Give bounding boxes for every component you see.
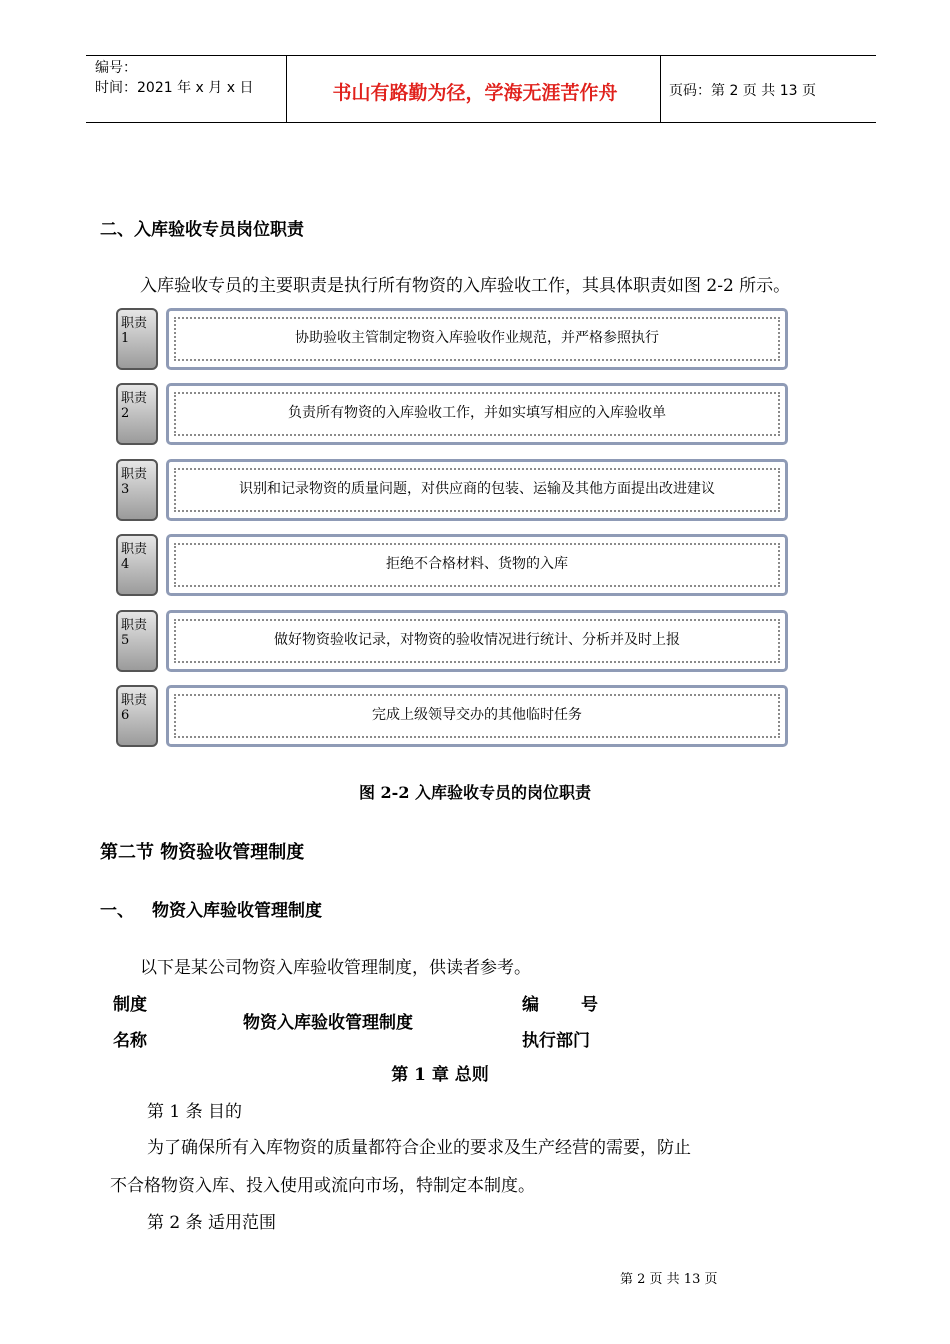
header-divider-left — [286, 56, 287, 122]
duty-box-1 — [166, 308, 788, 370]
intro-paragraph: 以下是某公司物资入库验收管理制度，供读者参考。 — [140, 958, 531, 978]
header-page-info: 页码：第 2 页 共 13 页 — [669, 83, 816, 99]
duty-text: 识别和记录物资的质量问题，对供应商的包装、运输及其他方面提出改进建议 — [174, 468, 780, 512]
header-number-label: 编号： — [95, 60, 137, 76]
header-motto: 书山有路勤为径，学海无涯苦作舟 — [332, 82, 618, 104]
header-top-rule — [86, 55, 876, 56]
article1-body-line2: 不合格物资入库、投入使用或流向市场，特制定本制度。 — [110, 1176, 535, 1196]
duty-text: 拒绝不合格材料、货物的入库 — [174, 543, 780, 587]
duty-text: 协助验收主管制定物资入库验收作业规范，并严格参照执行 — [174, 317, 780, 361]
duty-text: 完成上级领导交办的其他临时任务 — [174, 694, 780, 738]
regulation-name: 物资入库验收管理制度 — [243, 1013, 413, 1033]
duty-tag-2 — [116, 383, 158, 445]
article1-title: 第 1 条 目的 — [147, 1102, 243, 1122]
article2-title: 第 2 条 适用范围 — [147, 1213, 277, 1233]
header-bottom-rule — [86, 122, 876, 123]
article1-body-line1: 为了确保所有入库物资的质量都符合企业的要求及生产经营的需要，防止 — [147, 1138, 691, 1158]
duty-tag-6 — [116, 685, 158, 747]
duty-box-5 — [166, 610, 788, 672]
dept-label: 执行部门 — [522, 1031, 590, 1051]
chapter1-title: 第 1 章 总则 — [391, 1065, 489, 1085]
duty-text: 做好物资验收记录，对物资的验收情况进行统计、分析并及时上报 — [174, 619, 780, 663]
duty-text: 负责所有物资的入库验收工作，并如实填写相应的入库验收单 — [174, 392, 780, 436]
duty-tag-1 — [116, 308, 158, 370]
number-label-b: 号 — [581, 995, 598, 1015]
page-footer: 第 2 页 共 13 页 — [620, 1272, 718, 1287]
name-label-line2: 名称 — [113, 1031, 147, 1051]
chapter-section-title: 第二节 物资验收管理制度 — [100, 842, 305, 863]
figure-caption: 图 2-2 入库验收专员的岗位职责 — [358, 783, 592, 802]
header-divider-right — [660, 56, 661, 122]
duty-tag-label: 职责 4 — [121, 542, 148, 572]
name-label-line1: 制度 — [113, 995, 147, 1015]
duty-tag-label: 职责 6 — [121, 693, 148, 723]
header-time: 时间：2021 年 x 月 x 日 — [95, 80, 254, 96]
section-heading: 二、入库验收专员岗位职责 — [100, 220, 304, 240]
duty-box-4 — [166, 534, 788, 596]
duty-tag-3 — [116, 459, 158, 521]
duty-tag-label: 职责 3 — [121, 467, 148, 497]
duty-tag-label: 职责 1 — [121, 316, 148, 346]
subsection-title: 物资入库验收管理制度 — [152, 901, 322, 921]
subsection-number: 一、 — [100, 901, 134, 921]
duty-box-3 — [166, 459, 788, 521]
duty-tag-label: 职责 5 — [121, 618, 148, 648]
duty-tag-4 — [116, 534, 158, 596]
duty-tag-5 — [116, 610, 158, 672]
duty-box-2 — [166, 383, 788, 445]
number-label-a: 编 — [522, 995, 539, 1015]
duty-tag-label: 职责 2 — [121, 391, 148, 421]
duty-box-6 — [166, 685, 788, 747]
section-intro: 入库验收专员的主要职责是执行所有物资的入库验收工作，其具体职责如图 2-2 所示。 — [140, 276, 791, 296]
